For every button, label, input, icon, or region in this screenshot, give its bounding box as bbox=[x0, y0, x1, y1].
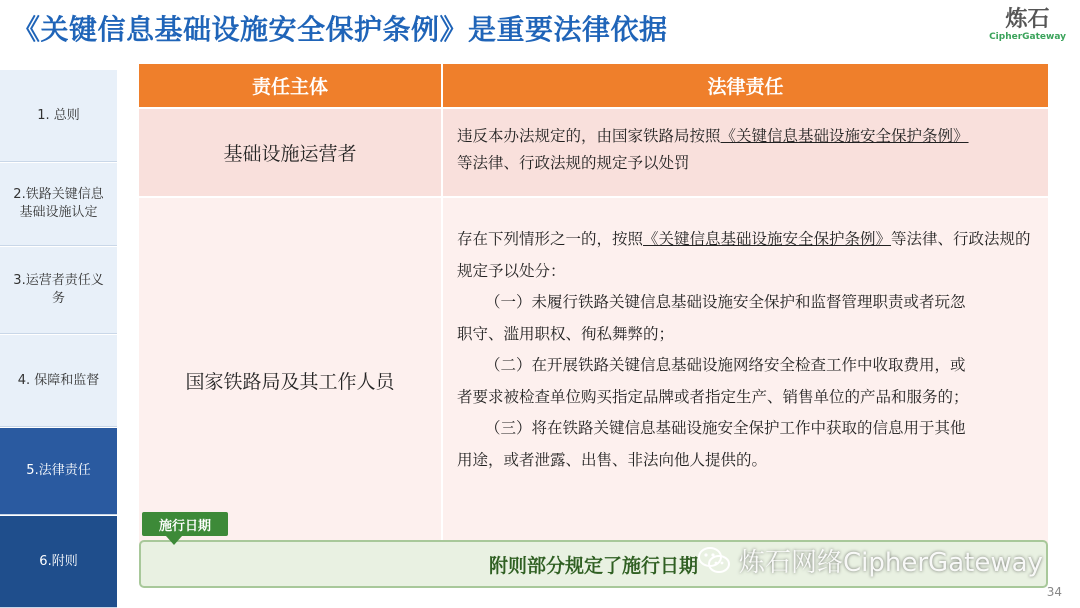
page-title: 《关键信息基础设施安全保护条例》是重要法律依据 bbox=[12, 13, 668, 46]
regulation-link: 《关键信息基础设施安全保护条例》 bbox=[720, 127, 969, 145]
watermark-text: 炼石网络CipherGateway bbox=[739, 547, 1043, 578]
list-item: （二）在开展铁路关键信息基础设施网络安全检查工作中收取费用，或 bbox=[485, 356, 966, 374]
row-liability bbox=[443, 198, 1048, 563]
logo-sub-text: CipherGateway bbox=[989, 32, 1066, 42]
sidebar-item-supplementary[interactable]: 6.附则 bbox=[0, 516, 117, 608]
list-item: （三）将在铁路关键信息基础设施安全保护工作中获取的信息用于其他 bbox=[485, 419, 966, 437]
sidebar-item-operator-duties[interactable]: 3.运营者责任义务 bbox=[0, 247, 117, 334]
liability-text: 等法律、行政法规的规定予以处分： bbox=[457, 230, 1031, 280]
sidebar-item-supervision[interactable]: 4. 保障和监督 bbox=[0, 335, 117, 427]
liability-text: 违反本办法规定的，由国家铁路局按照 bbox=[457, 127, 721, 145]
list-item: 职守、滥用职权、徇私舞弊的； bbox=[457, 324, 675, 343]
wechat-icon bbox=[697, 545, 731, 575]
table-row bbox=[139, 198, 1048, 563]
sidebar-item-legal-liability[interactable]: 5.法律责任 bbox=[0, 428, 117, 515]
row-subject: 基础设施运营者 bbox=[139, 109, 443, 196]
liability-text: 等法律、行政法规的规定予以处罚 bbox=[457, 154, 690, 172]
regulation-link: 《关键信息基础设施安全保护条例》 bbox=[643, 230, 892, 248]
table-header bbox=[139, 64, 1048, 107]
table-row bbox=[139, 109, 1048, 196]
logo-main-text: 炼石 bbox=[1005, 7, 1050, 32]
list-item: 用途，或者泄露、出售、非法向他人提供的。 bbox=[457, 450, 768, 469]
header-liability: 法律责任 bbox=[707, 76, 784, 98]
watermark bbox=[697, 540, 1043, 580]
note-text: 附则部分规定了施行日期 bbox=[488, 554, 698, 577]
list-item: （一）未履行铁路关键信息基础设施安全保护和监督管理职责或者玩忽 bbox=[485, 293, 966, 311]
page-number: 34 bbox=[1046, 585, 1062, 599]
note-tag: 施行日期 bbox=[142, 512, 228, 536]
row-liability bbox=[443, 109, 1048, 196]
list-item: 者要求被检查单位购买指定品牌或者指定生产、销售单位的产品和服务的； bbox=[457, 387, 969, 406]
liability-text: 存在下列情形之一的，按照 bbox=[457, 230, 644, 248]
note-tag-pointer bbox=[166, 536, 182, 545]
sidebar-item-general[interactable]: 1. 总则 bbox=[0, 70, 117, 162]
sidebar-item-identification[interactable]: 2.铁路关键信息基础设施认定 bbox=[0, 163, 117, 246]
row-subject: 国家铁路局及其工作人员 bbox=[139, 198, 443, 563]
header-subject: 责任主体 bbox=[139, 64, 443, 107]
sidebar-nav bbox=[0, 70, 117, 608]
brand-logo bbox=[989, 8, 1066, 42]
